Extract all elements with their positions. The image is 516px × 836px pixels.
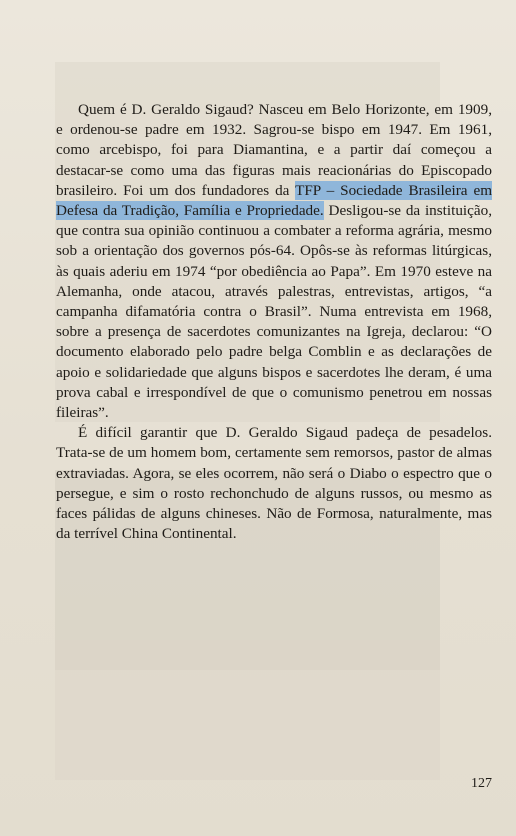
bleed-through-photo xyxy=(55,640,440,780)
paragraph-1 xyxy=(56,100,492,423)
page-number: 127 xyxy=(471,776,492,791)
paragraph-1-text-after: Desligou-se da instituição, que contra sua opinião continuou a combater a reforma agrária, mesmo sob a orientação dos governos pós-64. Opôs-se às reformas litúrgicas, às quais aderiu em 1974 “por obediência ao Papa”. Em 1970 esteve na Alemanha, onde atacou, através palestras, entrevistas, artigos, “a campanha difamatória contra o Brasil”. Numa entrevista em 1968, sobre a presença de sacerdotes comunizantes na Igreja, declarou: “O documento elaborado pelo padre belga Comblin e as declarações de apoio e solidariedade que alguns bispos e sacerdotes lhe deram, é uma prova cabal e irrespondível de que o comunismo penetrou em nossas fileiras”. xyxy=(56,202,493,422)
body-text xyxy=(56,100,492,544)
paragraph-2-text: É difícil garantir que D. Geraldo Sigaud padeça de pesadelos. Trata-se de um homem bom, certamente sem remorsos, pastor de almas extraviadas. Agora, se eles ocorrem, não será o Diabo o espectro que o persegue, e sim o rosto rechonchudo de alguns russos, ou mesmo as faces pálidas de alguns chineses. Não de Formosa, naturalmente, mas da terrível China Continental. xyxy=(56,424,492,543)
paragraph-1-text-before: Quem é D. Geraldo Sigaud? Nasceu em Belo Horizonte, em 1909, e ordenou-se padre em 1932. Sagrou-se bispo em 1947. Em 1961, como arcebispo, foi para Diamantina, e a partir daí começou a destacar-se como uma das figuras mais reacionárias do Episcopado brasileiro. Foi um dos fundadores da xyxy=(56,101,492,199)
highlighted-text[interactable]: TFP – Sociedade Brasileira em Defesa da Tradição, Família e Propriedade. xyxy=(56,181,493,220)
paragraph-2 xyxy=(56,423,492,544)
